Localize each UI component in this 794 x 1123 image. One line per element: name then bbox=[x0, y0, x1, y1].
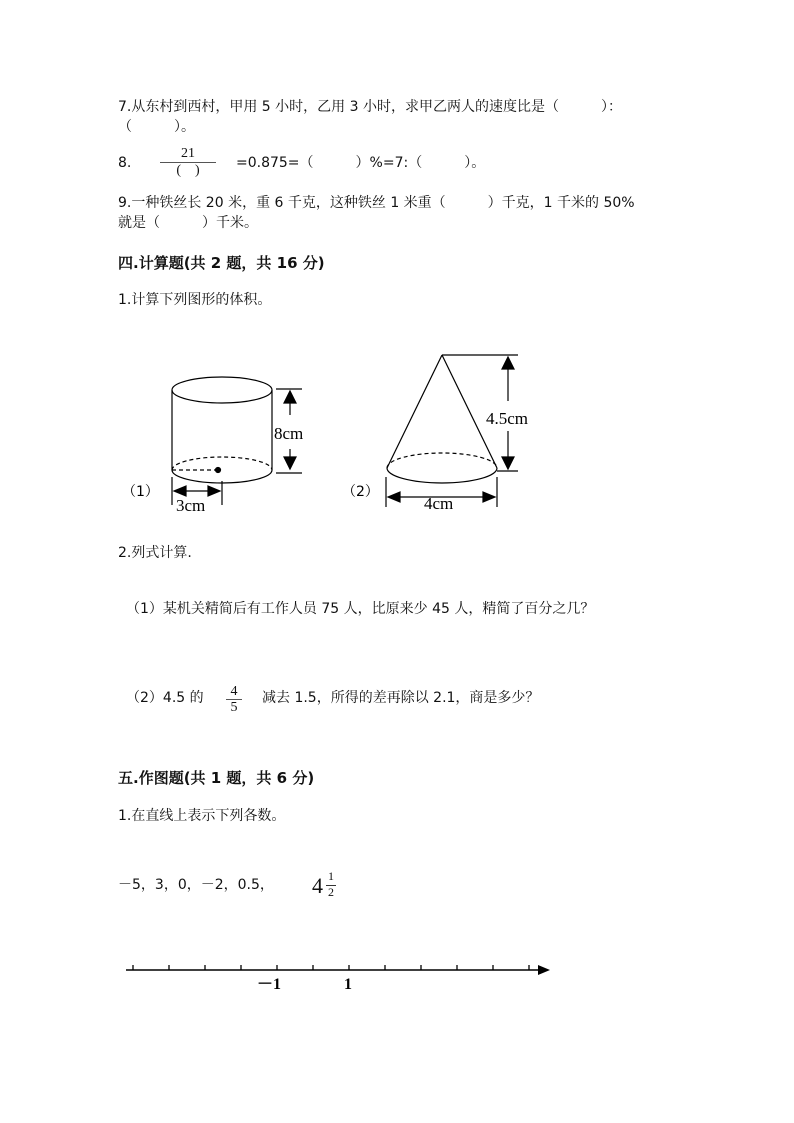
section4-sub2-fraction-numerator: 4 bbox=[230, 684, 238, 699]
mixed-number-denominator: 2 bbox=[328, 885, 334, 899]
section4-p2: 2.列式计算. bbox=[118, 545, 192, 561]
cone-base-front bbox=[387, 468, 497, 483]
mixed-number bbox=[312, 870, 342, 906]
section5-p1: 1.在直线上表示下列各数。 bbox=[118, 808, 286, 824]
arrow-right-icon bbox=[538, 965, 550, 975]
cone-figure bbox=[386, 355, 518, 507]
q8-rest: =0.875=（ ）%=7:（ ）。 bbox=[236, 155, 486, 171]
q7-line2: （ ）。 bbox=[118, 119, 195, 135]
q9-line1: 9.一种铁丝长 20 米，重 6 千克，这种铁丝 1 米重（ ）千克，1 千米的 50% bbox=[118, 195, 635, 211]
figure1-label: （1） bbox=[122, 484, 159, 500]
section4-title: 四.计算题(共 2 题，共 16 分) bbox=[118, 254, 325, 272]
mixed-number-whole: 4 bbox=[312, 873, 323, 898]
cone-left-side bbox=[387, 355, 442, 468]
figure2-label: （2） bbox=[342, 484, 379, 500]
arrow-left-icon bbox=[174, 486, 186, 496]
q8-fraction bbox=[160, 146, 216, 179]
section4-sub2-a: （2）4.5 的 bbox=[126, 690, 204, 706]
axis-label-neg1: －1 bbox=[257, 976, 282, 993]
arrow-up-icon bbox=[502, 357, 514, 369]
q7-line1: 7.从东村到西村，甲用 5 小时，乙用 3 小时，求甲乙两人的速度比是（ ）： bbox=[118, 99, 622, 115]
cylinder-top bbox=[172, 377, 272, 403]
axis-label-1: 1 bbox=[344, 976, 352, 993]
cylinder-height-label: 8cm bbox=[274, 424, 304, 443]
q8-number: 8. bbox=[118, 155, 132, 171]
section4-sub2-fraction bbox=[226, 684, 242, 715]
cone-diameter-label: 4cm bbox=[424, 494, 454, 513]
section4-sub1: （1）某机关精简后有工作人员 75 人，比原来少 45 人，精简了百分之几？ bbox=[126, 601, 595, 617]
q9-line2: 就是（ ）千米。 bbox=[118, 215, 258, 231]
arrow-left-icon bbox=[388, 492, 400, 502]
arrow-up-icon bbox=[284, 391, 296, 403]
section4-sub2-fraction-denominator: 5 bbox=[230, 700, 238, 715]
section4-p1: 1.计算下列图形的体积。 bbox=[118, 292, 272, 308]
mixed-number-numerator: 1 bbox=[328, 869, 334, 883]
number-list: －5，3，0，－2，0.5， bbox=[118, 877, 274, 893]
cone-base-back bbox=[387, 453, 497, 468]
number-line bbox=[0, 955, 794, 1005]
cylinder-radius-label: 3cm bbox=[176, 496, 206, 515]
arrow-down-icon bbox=[502, 457, 514, 469]
arrow-right-icon bbox=[208, 486, 220, 496]
q8-fraction-numerator: 21 bbox=[181, 146, 195, 161]
section5-title: 五.作图题(共 1 题，共 6 分) bbox=[118, 769, 315, 787]
cylinder-bottom-back bbox=[172, 457, 272, 470]
cone-height-label: 4.5cm bbox=[486, 409, 529, 428]
volume-figures bbox=[0, 345, 794, 545]
section4-sub2-b: 减去 1.5，所得的差再除以 2.1，商是多少？ bbox=[262, 690, 540, 706]
arrow-down-icon bbox=[284, 457, 296, 469]
arrow-right-icon bbox=[483, 492, 495, 502]
cylinder-center-dot bbox=[216, 468, 221, 473]
q8-fraction-denominator: ( ) bbox=[176, 163, 200, 178]
